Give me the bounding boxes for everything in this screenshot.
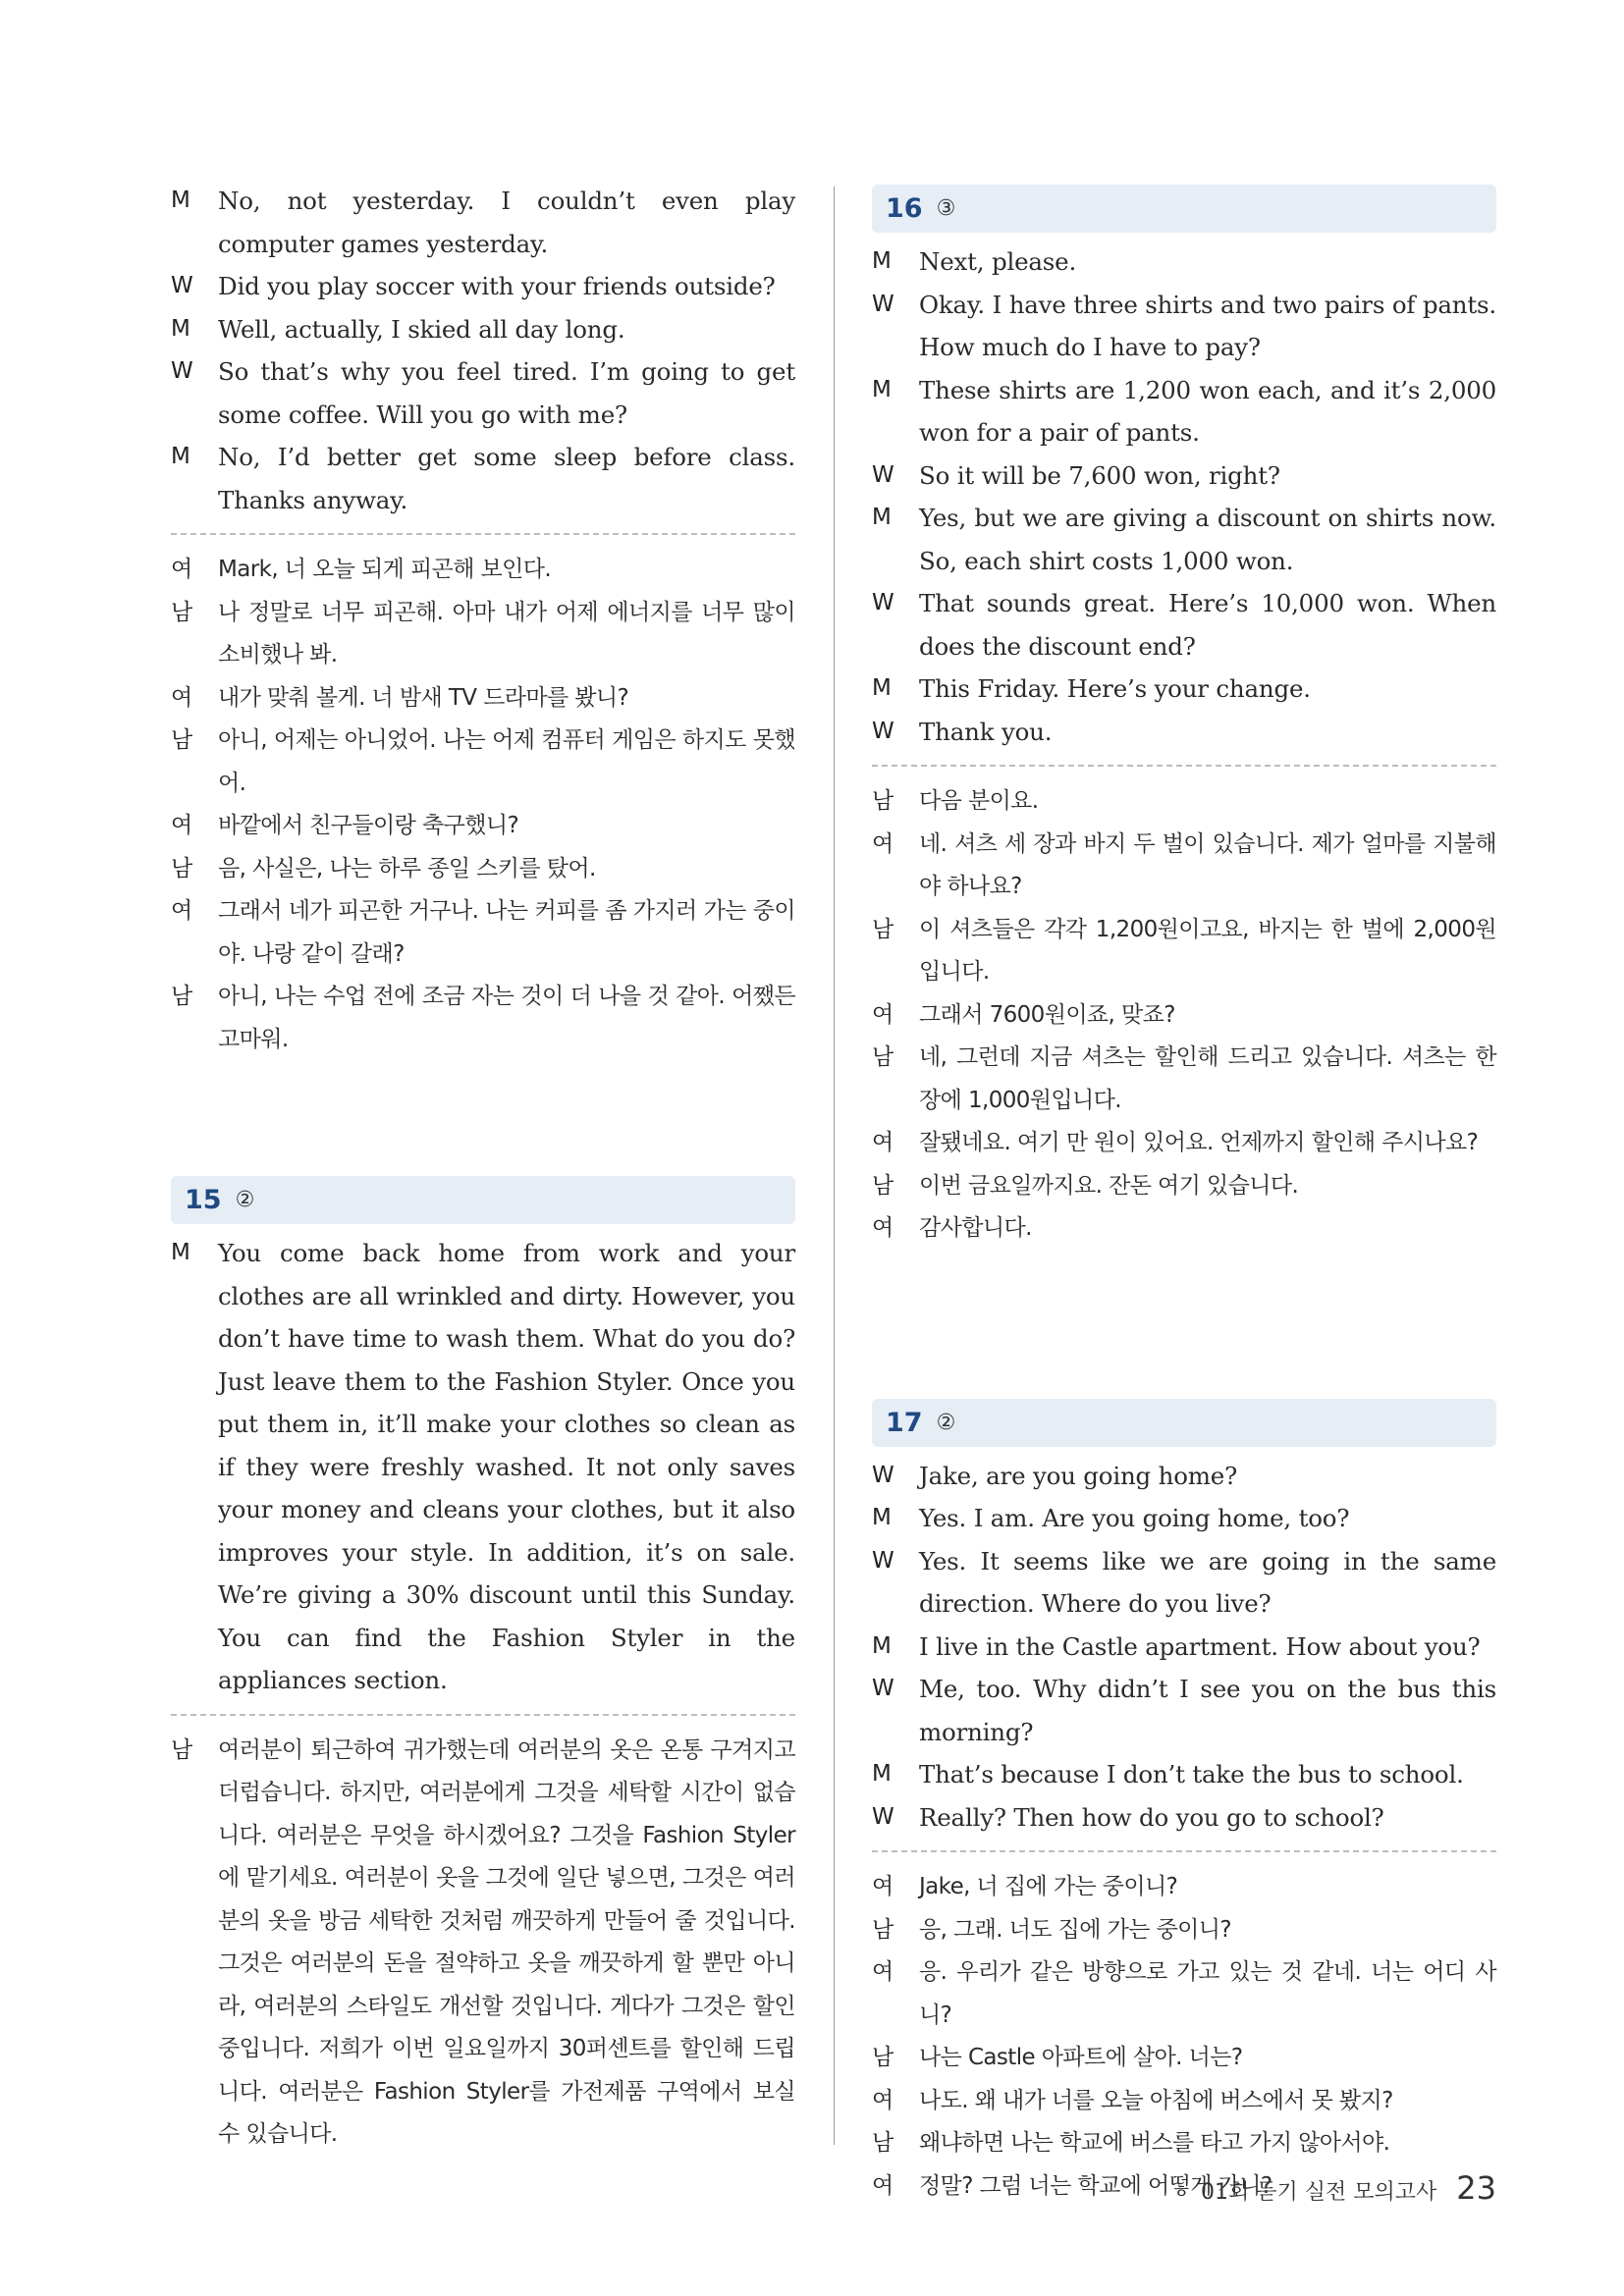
dialogue-line	[872, 1951, 1496, 2037]
line-text: Thank you.	[919, 717, 1053, 746]
line-text: Jake, are you going home?	[919, 1461, 1238, 1490]
speaker: 남	[872, 788, 894, 814]
speaker: W	[872, 590, 894, 615]
speaker: 남	[872, 916, 894, 942]
line-text: 여러분이 퇴근하여 귀가했는데 여러분의 옷은 온통 구겨지고 더럽습니다. 하지만, 여러분에게 그것을 세탁할 시간이 없습니다. 여러분은 무엇을 하시겠어요? 그것을 Fashion Styler에 맡기세요. 여러분이 옷을 그것에 일단 넣으면, 그것은 여러분의 옷을 방금 세탁한 것처럼 깨끗하게 만들어 줄 것입니다. 그것은 여러분의 돈을 절약하고 옷을 깨끗하게 할 뿐만 아니라, 여러분의 스타일도 개선할 것입니다. 게다가 그것은 할인 중입니다. 저희가 이번 일요일까지 30퍼센트를 할인해 드립니다. 여러분은 Fashion Styler를 가전제품 구역에서 보실 수 있습니다.	[218, 1736, 795, 2147]
speaker: 남	[872, 1044, 894, 1070]
footer-title: 01회 듣기 실전 모의고사	[1201, 2180, 1437, 2205]
speaker: M	[872, 248, 892, 274]
line-text: 응, 그래. 너도 집에 가는 중이니?	[919, 1916, 1232, 1943]
line-text: 다음 분이요.	[919, 788, 1039, 814]
speaker: 남	[872, 1916, 894, 1943]
line-text: I live in the Castle apartment. How about you?	[919, 1631, 1481, 1661]
speaker: M	[872, 1505, 892, 1530]
line-text: 정말? 그럼 너는 학교에 어떻게 가니?	[919, 2172, 1272, 2199]
line-text: Did you play soccer with your friends outside?	[218, 272, 776, 300]
dialogue-line	[171, 848, 795, 891]
dialogue-line	[872, 1497, 1496, 1540]
line-text: These shirts are 1,200 won each, and it’s 2,000 won for a pair of pants.	[919, 375, 1496, 447]
dialogue-line	[171, 308, 795, 351]
speaker: 여	[872, 1130, 894, 1155]
answer-mark: ③	[936, 196, 956, 221]
speaker: W	[872, 291, 894, 317]
line-text: Mark, 너 오늘 되게 피곤해 보인다.	[218, 557, 552, 582]
speaker: 여	[872, 830, 894, 857]
dialogue-line	[872, 1866, 1496, 1909]
dialogue-line	[171, 350, 795, 436]
line-text: Yes, but we are giving a discount on shirts now. So, each shirt costs 1,000 won.	[919, 504, 1496, 575]
speaker: 남	[171, 855, 193, 881]
dialogue-line	[872, 2080, 1496, 2123]
dialogue-line	[872, 369, 1496, 454]
dialogue-line	[872, 1455, 1496, 1498]
dialogue-line	[872, 994, 1496, 1038]
left-column	[171, 180, 795, 2157]
dialogue-line	[171, 592, 795, 677]
speaker: 여	[171, 813, 193, 838]
dialogue-line	[872, 1037, 1496, 1122]
speaker: M	[872, 1761, 892, 1787]
line-text: So that’s why you feel tired. I’m going to get some coffee. Will you go with me?	[218, 357, 795, 429]
speaker: 여	[171, 898, 193, 924]
dialogue-line	[872, 1753, 1496, 1796]
speaker: 남	[171, 727, 193, 753]
line-text: 내가 맞춰 볼게. 너 밤새 TV 드라마를 봤니?	[218, 684, 629, 711]
speaker: 남	[171, 984, 193, 1009]
dialogue-line	[872, 284, 1496, 369]
dialogue-line	[872, 780, 1496, 824]
line-text: Next, please.	[919, 247, 1077, 276]
line-text: Yes. It seems like we are going in the same direction. Where do you live?	[919, 1546, 1496, 1618]
speaker: W	[872, 1676, 894, 1701]
dialogue-line	[872, 2037, 1496, 2080]
dialogue-line	[872, 1165, 1496, 1208]
speaker: 남	[171, 599, 193, 625]
dialogue-line	[171, 720, 795, 805]
speaker: 남	[171, 1736, 193, 1763]
question-header	[872, 1399, 1496, 1447]
answer-mark: ②	[936, 1410, 956, 1435]
speaker: W	[872, 1547, 894, 1574]
speaker: 남	[872, 2130, 894, 2156]
speaker: 여	[872, 1959, 894, 1985]
dialogue-en-continued	[171, 180, 795, 521]
line-text: Well, actually, I skied all day long.	[218, 314, 625, 344]
line-text: 네, 그런데 지금 셔츠는 할인해 드리고 있습니다. 셔츠는 한 장에 1,000원입니다.	[919, 1044, 1496, 1113]
speaker: M	[171, 1240, 190, 1265]
dialogue-line	[872, 2122, 1496, 2165]
column-divider	[834, 187, 835, 2145]
dialogue-line	[872, 454, 1496, 498]
line-text: 아니, 나는 수업 전에 조금 자는 것이 더 나을 것 같아. 어쨌든 고마워.	[218, 984, 795, 1052]
dialogue-line	[171, 436, 795, 521]
line-text: 나는 Castle 아파트에 살아. 너는?	[919, 2045, 1243, 2070]
dialogue-line	[872, 824, 1496, 909]
right-column	[872, 185, 1496, 2208]
dialogue-line	[872, 1909, 1496, 1952]
speaker: M	[872, 376, 892, 402]
answer-mark: ②	[235, 1188, 255, 1212]
dialogue-line	[171, 1232, 795, 1702]
dialogue-line	[171, 265, 795, 308]
speaker: 여	[872, 2087, 894, 2113]
dialogue-line	[872, 497, 1496, 582]
line-text: 아니, 어제는 아니었어. 나는 어제 컴퓨터 게임은 하지도 못했어.	[218, 727, 795, 796]
speaker: W	[872, 461, 894, 488]
line-text: 음, 사실은, 나는 하루 종일 스키를 탔어.	[218, 855, 596, 881]
dialogue-line	[872, 1668, 1496, 1753]
line-text: 응. 우리가 같은 방향으로 가고 있는 것 같네. 너는 어디 사니?	[919, 1959, 1496, 2028]
speaker: M	[171, 444, 190, 469]
speaker: 남	[872, 1172, 894, 1199]
dialogue-line	[872, 1207, 1496, 1251]
question-17	[872, 1399, 1496, 2209]
line-text: Really? Then how do you go to school?	[919, 1802, 1384, 1832]
dialogue-line	[171, 549, 795, 592]
dialogue-line	[171, 677, 795, 721]
dashed-divider	[872, 765, 1496, 767]
line-text: This Friday. Here’s your change.	[919, 674, 1311, 703]
dashed-divider	[872, 1850, 1496, 1852]
dialogue-line	[171, 180, 795, 265]
speaker: M	[171, 187, 190, 213]
dialogue-line	[872, 582, 1496, 667]
speaker: M	[171, 315, 190, 342]
line-text: 나도. 왜 내가 너를 오늘 아침에 버스에서 못 봤지?	[919, 2087, 1393, 2113]
line-text: 왜냐하면 나는 학교에 버스를 타고 가지 않아서야.	[919, 2130, 1390, 2156]
line-text: So it will be 7,600 won, right?	[919, 460, 1280, 490]
speaker: M	[872, 1632, 892, 1659]
speaker: M	[872, 675, 892, 701]
page-number: 23	[1456, 2169, 1496, 2207]
speaker: 여	[171, 684, 193, 711]
dialogue-line	[872, 1796, 1496, 1840]
speaker: 남	[872, 2045, 894, 2070]
dialogue-line	[171, 976, 795, 1061]
dialogue-line	[872, 1626, 1496, 1669]
line-text: Jake, 너 집에 가는 중이니?	[919, 1874, 1178, 1899]
line-text: No, not yesterday. I couldn’t even play computer games yesterday.	[218, 187, 795, 258]
line-text: Yes. I am. Are you going home, too?	[919, 1504, 1350, 1532]
page-footer	[1201, 2169, 1496, 2207]
line-text: That’s because I don’t take the bus to school.	[919, 1760, 1464, 1789]
line-text: That sounds great. Here’s 10,000 won. When does the discount end?	[919, 589, 1496, 661]
dialogue-line	[872, 240, 1496, 284]
dashed-divider	[171, 533, 795, 535]
dialogue-line	[872, 909, 1496, 994]
question-number: 17	[886, 1407, 923, 1438]
line-text: 그래서 네가 피곤한 거구나. 나는 커피를 좀 가지러 가는 중이야. 나랑 같이 갈래?	[218, 898, 795, 967]
speaker: W	[872, 1803, 894, 1830]
dialogue-kr-continued	[171, 549, 795, 1061]
dialogue-line	[872, 1540, 1496, 1626]
speaker: W	[171, 273, 193, 298]
line-text: 그래서 7600원이죠, 맞죠?	[919, 1001, 1175, 1028]
speaker: 여	[872, 1874, 894, 1899]
speaker: 여	[171, 557, 193, 582]
line-text: No, I’d better get some sleep before class. Thanks anyway.	[218, 443, 795, 514]
line-text: Me, too. Why didn’t I see you on the bus this morning?	[919, 1675, 1496, 1746]
line-text: 나 정말로 너무 피곤해. 아마 내가 어제 에너지를 너무 많이 소비했나 봐.	[218, 599, 795, 667]
question-number: 16	[886, 193, 923, 224]
speaker: W	[872, 718, 894, 744]
speaker: 여	[872, 2172, 894, 2199]
question-number: 15	[185, 1185, 222, 1215]
question-15	[171, 1176, 795, 2157]
line-text: You come back home from work and your clothes are all wrinkled and dirty. However, you don’t have time to wash them. What do you do? Just leave them to the Fashion Styler. Once you put them in, it’ll make your clothes so clean as if they were freshly washed. It not only saves your money and cleans your clothes, but it also improves your style. In addition, it’s on sale. We’re giving a 30% discount until this Sunday. You can find the Fashion Styler in the appliances section.	[218, 1239, 795, 1694]
line-text: Okay. I have three shirts and two pairs of pants. How much do I have to pay?	[919, 290, 1496, 361]
line-text: 이번 금요일까지요. 잔돈 여기 있습니다.	[919, 1172, 1299, 1199]
line-text: 감사합니다.	[919, 1215, 1032, 1241]
line-text: 네. 셔츠 세 장과 바지 두 벌이 있습니다. 제가 얼마를 지불해야 하나요?	[919, 830, 1496, 899]
question-header	[872, 185, 1496, 233]
line-text: 잘됐네요. 여기 만 원이 있어요. 언제까지 할인해 주시나요?	[919, 1130, 1479, 1155]
question-16	[872, 185, 1496, 1251]
dialogue-line	[171, 805, 795, 848]
question-header	[171, 1176, 795, 1224]
dashed-divider	[171, 1714, 795, 1716]
line-text: 이 셔츠들은 각각 1,200원이고요, 바지는 한 벌에 2,000원입니다.	[919, 916, 1496, 985]
speaker: 여	[872, 1215, 894, 1241]
dialogue-line	[872, 711, 1496, 754]
speaker: W	[171, 358, 193, 384]
dialogue-line	[872, 667, 1496, 711]
dialogue-line	[171, 1730, 795, 2157]
speaker: 여	[872, 1001, 894, 1028]
dialogue-line	[872, 1122, 1496, 1165]
speaker: W	[872, 1462, 894, 1488]
line-text: 바깥에서 친구들이랑 축구했니?	[218, 813, 519, 838]
dialogue-line	[171, 890, 795, 976]
speaker: M	[872, 505, 892, 530]
